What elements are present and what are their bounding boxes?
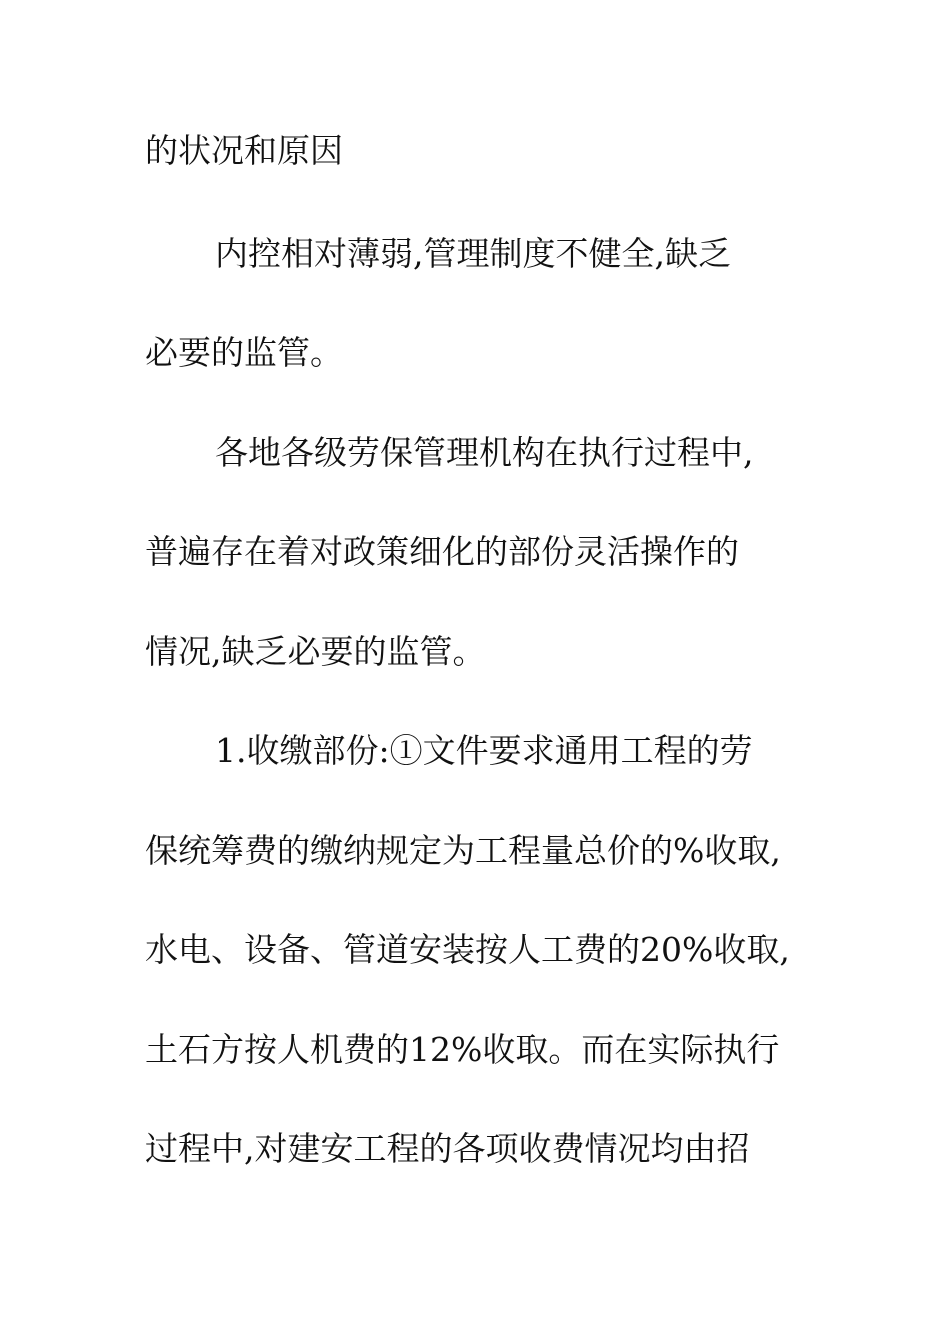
text-line-1: 的状况和原因 <box>145 131 343 170</box>
text-line-5: 普遍存在着对政策细化的部份灵活操作的 <box>145 532 739 571</box>
text-line-8: 保统筹费的缴纳规定为工程量总价的%收取, <box>145 831 781 870</box>
text-line-2: 内控相对薄弱,管理制度不健全,缺乏 <box>215 234 731 273</box>
text-line-9: 水电、设备、管道安装按人工费的20%收取, <box>145 930 790 969</box>
text-line-4: 各地各级劳保管理机构在执行过程中, <box>215 433 754 472</box>
text-line-7: 1.收缴部份:①文件要求通用工程的劳 <box>215 731 753 770</box>
text-line-6: 情况,缺乏必要的监管。 <box>145 632 486 671</box>
text-line-3: 必要的监管。 <box>145 333 343 372</box>
text-line-11: 过程中,对建安工程的各项收费情况均由招 <box>145 1129 750 1168</box>
text-line-10: 土石方按人机费的12%收取。而在实际执行 <box>145 1030 780 1069</box>
